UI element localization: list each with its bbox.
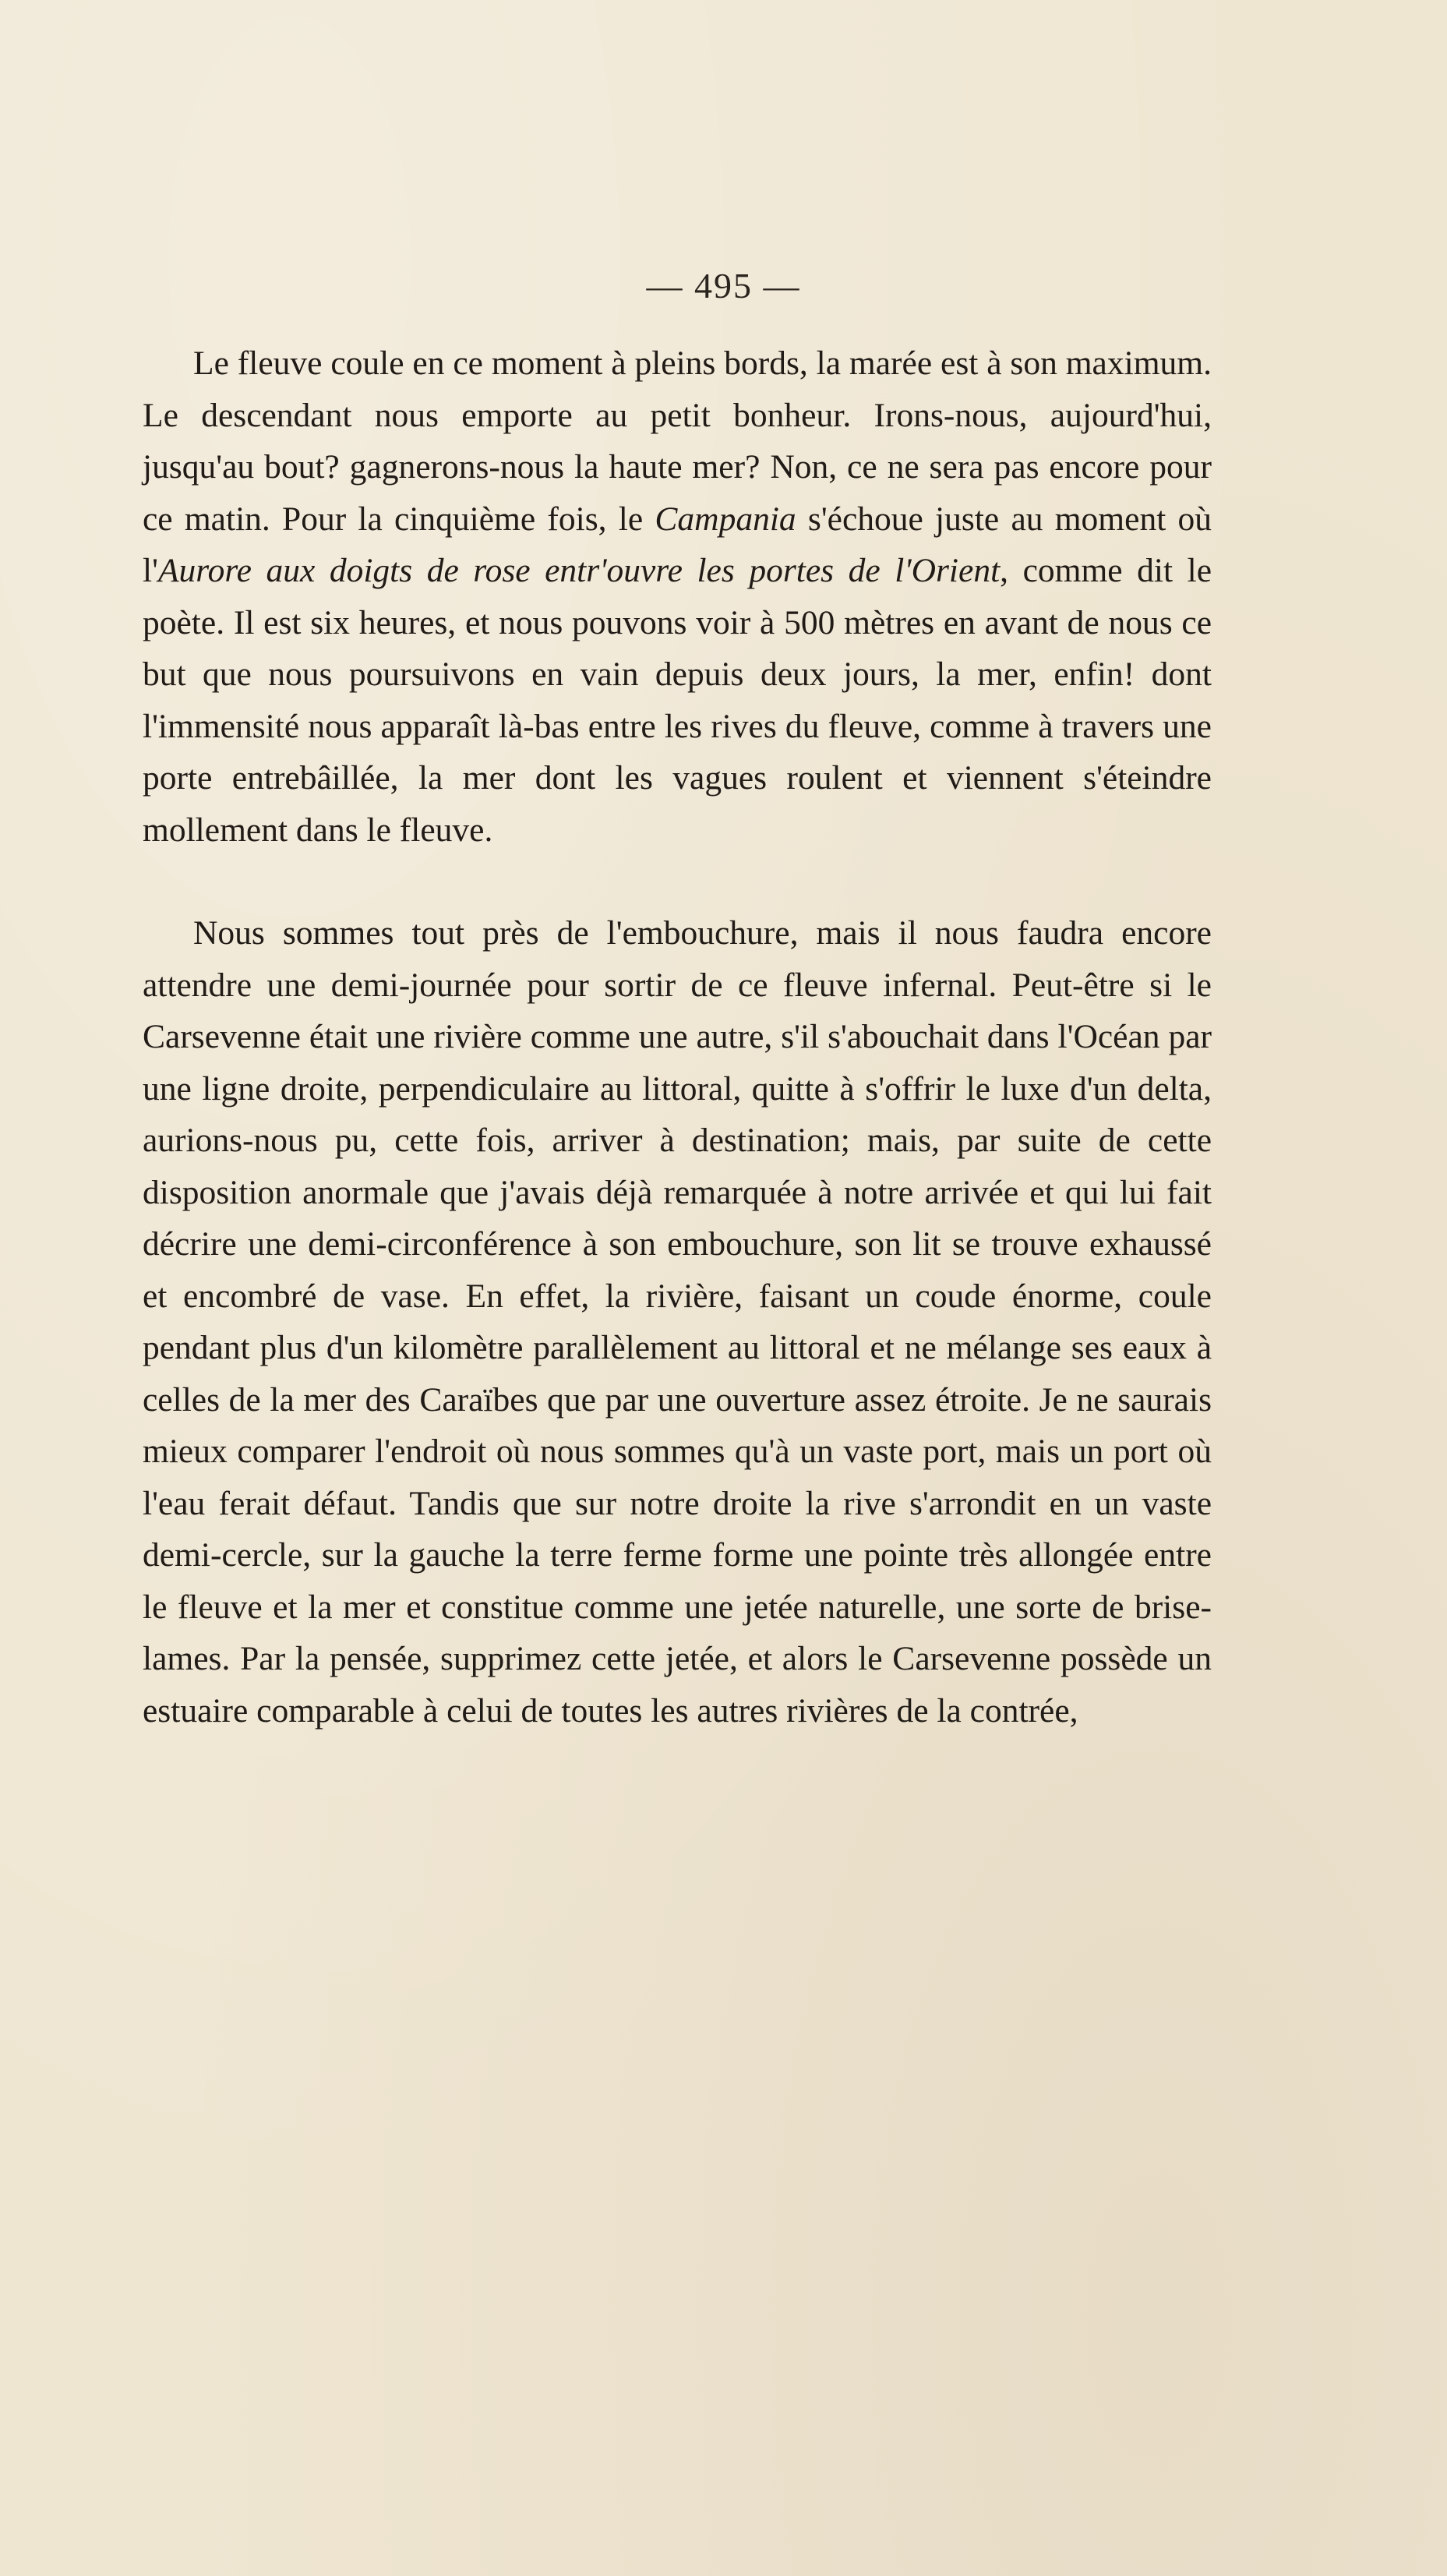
ship-name: Campania <box>655 500 796 538</box>
homeric-quote: Aurore aux doigts de rose entr'ouvre les portes de l'Orient <box>157 552 1001 589</box>
paragraph-2: Nous sommes tout près de l'embouchure, mais il nous faudra encore attendre une demi-journée pour sortir de ce fleuve infernal. Peut-être si le Carsevenne était une rivière comme une autre, s'il s'abouchait dans l'Océan par une ligne droite, perpendiculaire au littoral, quitte à s'offrir le luxe d'un delta, aurions-nous pu, cette fois, arriver à destination; mais, par suite de cette disposition anormale que j'avais déjà remarquée à notre arrivée et qui lui fait décrire une demi-circonférence à son embouchure, son lit se trouve exhaussé et encombré de vase. En effet, la rivière, faisant un coude énorme, coule pendant plus d'un kilomètre parallèlement au littoral et ne mélange ses eaux à celles de la mer des Caraïbes que par une ouverture assez étroite. Je ne saurais mieux comparer l'endroit où nous sommes qu'à un vaste port, mais un port où l'eau ferait défaut. Tandis que sur notre droite la rive s'arrondit en un vaste demi-cercle, sur la gauche la terre ferme forme une pointe très allongée entre le fleuve et la mer et constitue comme une jetée naturelle, une sorte de brise-lames. Par la pensée, supprimez cette jetée, et alors le Carsevenne possède un estuaire comparable à celui de toutes les autres rivières de la contrée, <box>143 914 1212 1730</box>
paragraph-1-part-3: , comme dit le poète. Il est six heures, et nous pouvons voir à 500 mètres en avant de nous ce but que nous poursuivons en vain depuis deux jours, la mer, enfin! dont l'immensité nous apparaît là-bas entre les rives du fleuve, comme à travers une porte entrebâillée, la mer dont les vagues roulent et viennent s'éteindre mollement dans le fleuve. <box>143 552 1212 849</box>
page-number: — 495 — <box>646 266 801 306</box>
paragraph-1-part-2: s'échoue juste au moment où l' <box>143 500 1212 589</box>
paragraph-1 <box>143 337 1212 856</box>
paragraph-1-part-1: Le fleuve coule en ce moment à pleins bords, la marée est à son maximum. Le descendant nous emporte au petit bonheur. Irons-nous, aujourd'hui, jusqu'au bout? gagnerons-nous la haute mer? Non, ce ne sera pas encore pour ce matin. Pour la cinquième fois, le <box>143 345 1212 538</box>
body-text <box>143 337 1212 1737</box>
